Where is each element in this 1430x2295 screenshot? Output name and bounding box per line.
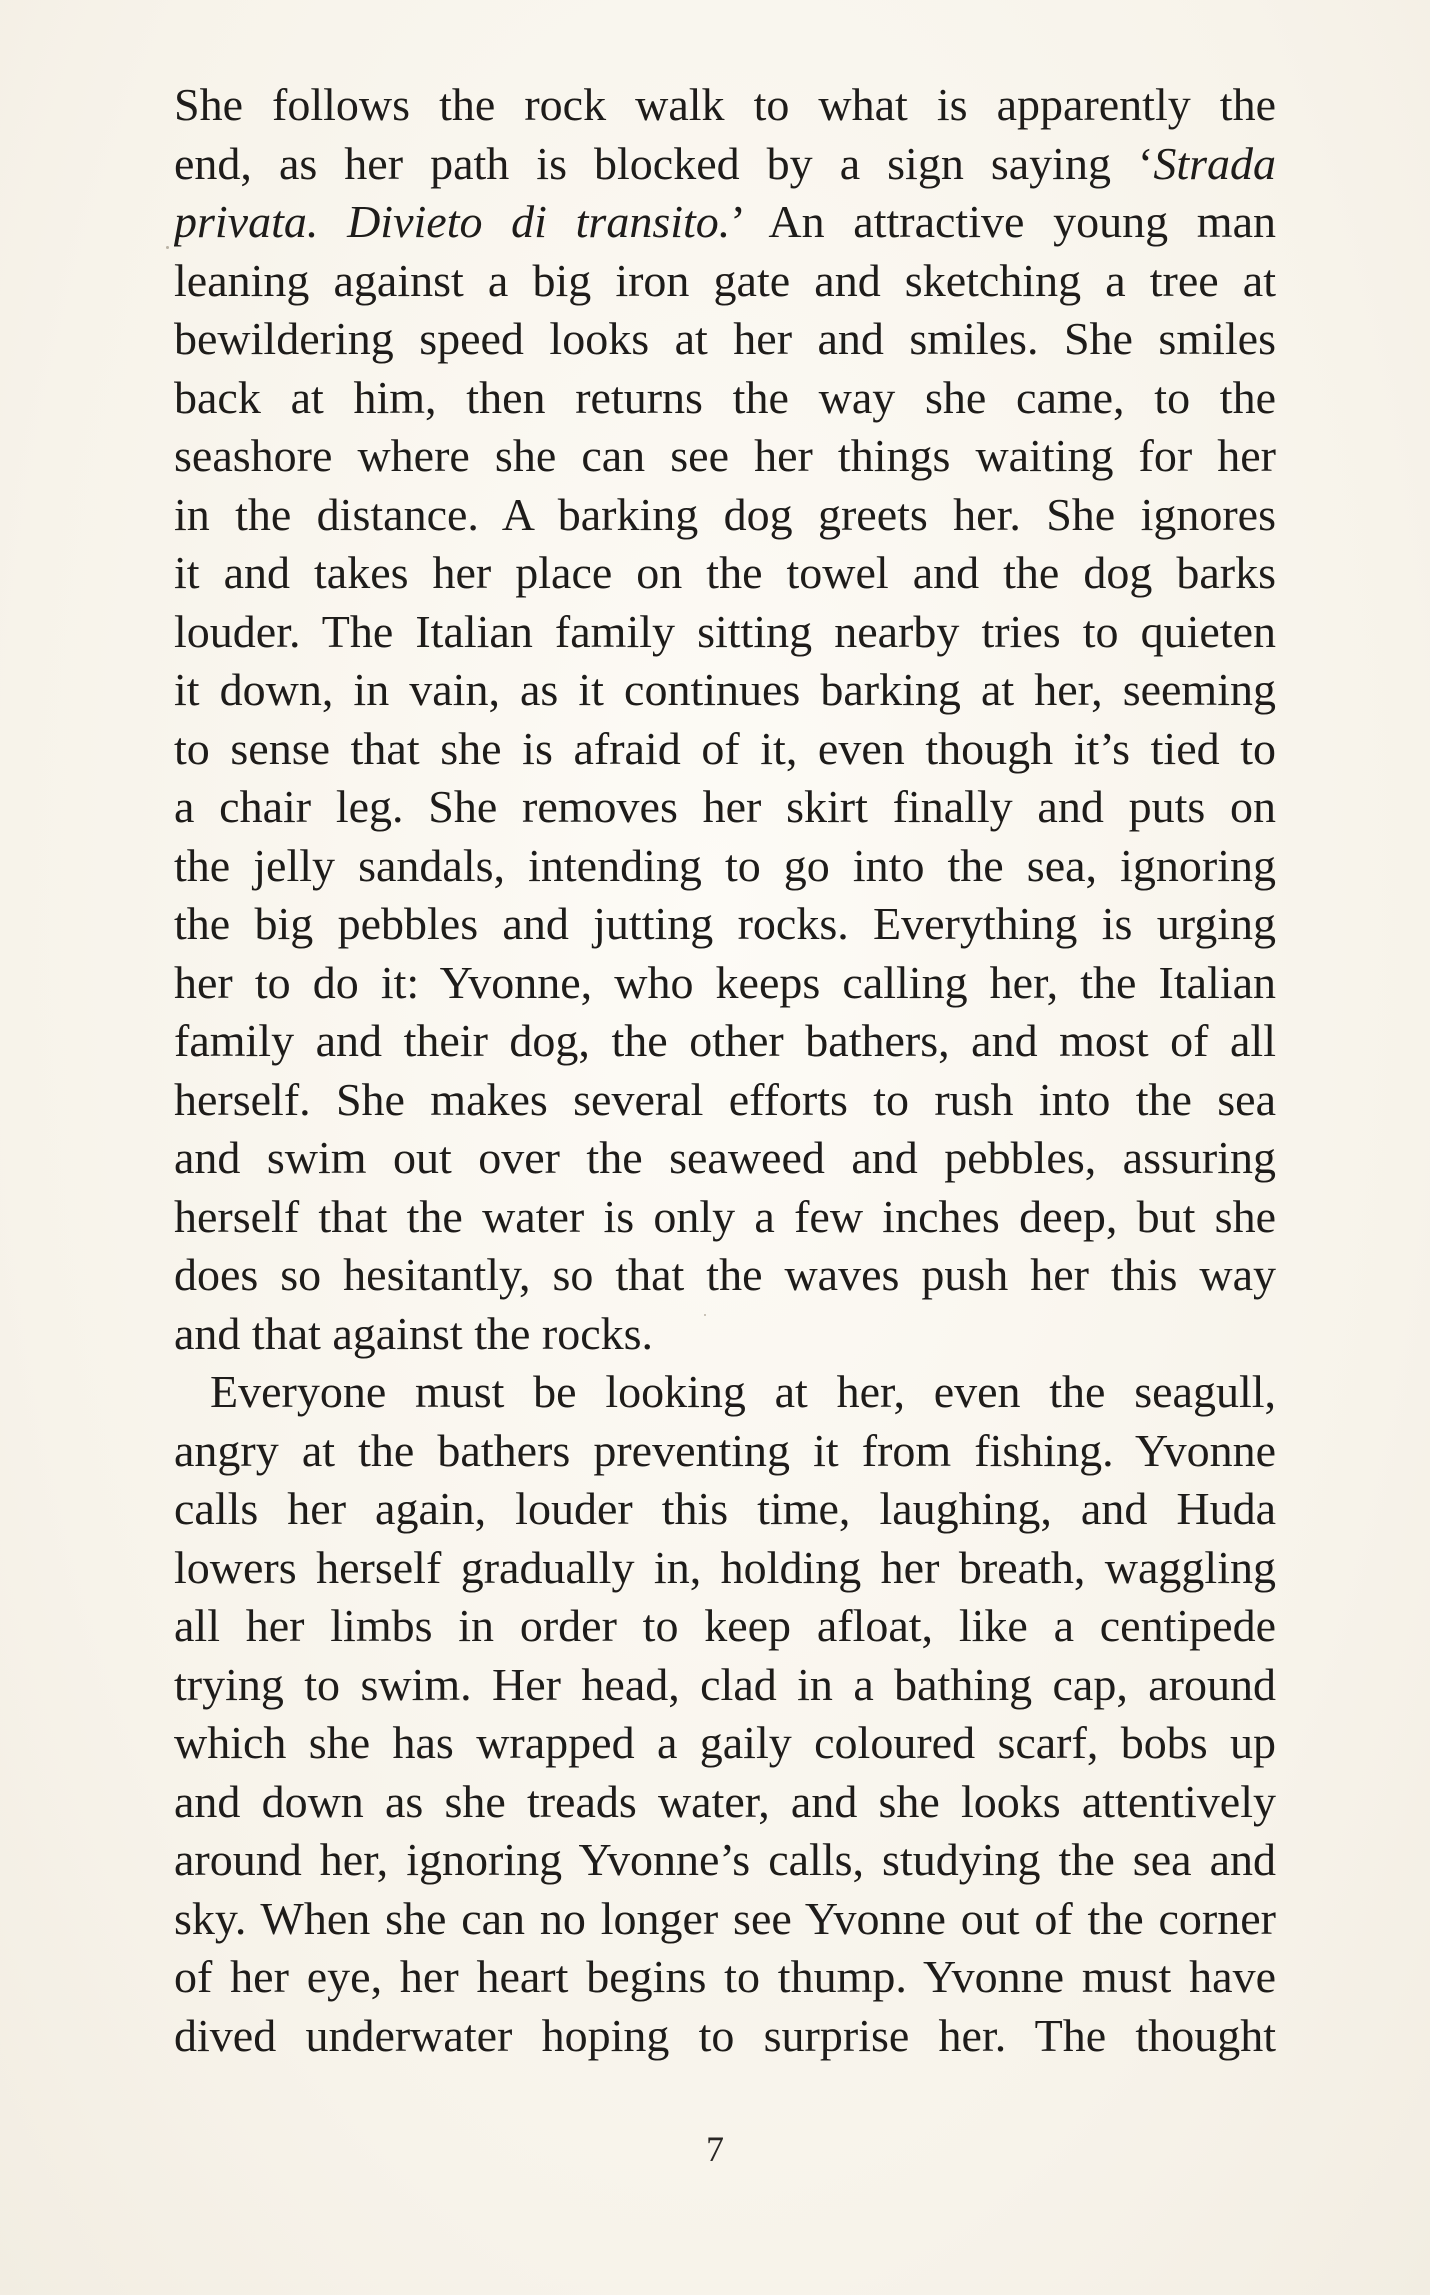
- text-line: calls her again, louder this time, laughing, and Huda: [174, 1483, 1276, 1534]
- text-line: the big pebbles and jutting rocks. Everything is urging: [174, 898, 1276, 949]
- text-span: end, as her path is blocked by a sign saying ‘: [174, 137, 1154, 189]
- text-line: lowers herself gradually in, holding her breath, waggling: [174, 1541, 1276, 1593]
- text-line: family and their dog, the other bathers, and most of all: [174, 1015, 1276, 1066]
- text-line: sky. When she can no longer see Yvonne out of the corner: [174, 1892, 1276, 1944]
- text-line: She follows the rock walk to what is apparently the: [174, 79, 1276, 130]
- paper-speck: [166, 246, 169, 249]
- text-span: ’ An attractive young man: [730, 196, 1276, 247]
- text-line: herself that the water is only a few inches deep, but she: [174, 1190, 1276, 1242]
- text-line: a chair leg. She removes her skirt finally and puts on: [174, 781, 1276, 832]
- paper-speck: [704, 1314, 706, 1316]
- italic-sign-text: Strada: [1153, 137, 1276, 189]
- text-line: Everyone must be looking at her, even the seagull,: [210, 1366, 1276, 1417]
- text-line: [174, 193, 1276, 252]
- text-line: herself. She makes several efforts to rush into the sea: [174, 1073, 1276, 1125]
- text-line: seashore where she can see her things waiting for her: [174, 430, 1276, 481]
- text-line: of her eye, her heart begins to thump. Yvonne must have: [174, 1951, 1276, 2002]
- body-text: [174, 76, 1276, 2065]
- text-line: the jelly sandals, intending to go into the sea, ignoring: [174, 839, 1276, 891]
- text-line: [174, 135, 1276, 194]
- page-number: 7: [706, 2129, 724, 2169]
- text-line: bewildering speed looks at her and smiles. She smiles: [174, 313, 1276, 364]
- text-line: it and takes her place on the towel and the dog barks: [174, 547, 1276, 598]
- paragraph-1: [174, 76, 1276, 1363]
- text-line: which she has wrapped a gaily coloured scarf, bobs up: [174, 1717, 1276, 1768]
- text-line: in the distance. A barking dog greets her. She ignores: [174, 488, 1276, 540]
- text-line: louder. The Italian family sitting nearby tries to quieten: [174, 605, 1276, 657]
- paragraph-2: [174, 1363, 1276, 2065]
- text-line: and down as she treads water, and she looks attentively: [174, 1775, 1276, 1827]
- text-line: trying to swim. Her head, clad in a bathing cap, around: [174, 1658, 1276, 1710]
- text-line: and swim out over the seaweed and pebbles, assuring: [174, 1132, 1276, 1183]
- text-line: around her, ignoring Yvonne’s calls, studying the sea and: [174, 1834, 1276, 1885]
- text-line: leaning against a big iron gate and sketching a tree at: [174, 254, 1276, 306]
- text-line: does so hesitantly, so that the waves push her this way: [174, 1249, 1276, 1300]
- text-line: to sense that she is afraid of it, even though it’s tied to: [174, 722, 1276, 774]
- text-line: all her limbs in order to keep afloat, like a centipede: [174, 1600, 1276, 1651]
- text-line: it down, in vain, as it continues barking at her, seeming: [174, 664, 1276, 715]
- text-line: and that against the rocks.: [174, 1307, 654, 1359]
- text-line: angry at the bathers preventing it from fishing. Yvonne: [174, 1424, 1276, 1476]
- text-line: back at him, then returns the way she came, to the: [174, 371, 1276, 423]
- text-line: dived underwater hoping to surprise her. The thought: [174, 2009, 1276, 2061]
- text-line: her to do it: Yvonne, who keeps calling her, the Italian: [174, 956, 1276, 1008]
- italic-sign-text: privata. Divieto di transito.: [174, 196, 731, 247]
